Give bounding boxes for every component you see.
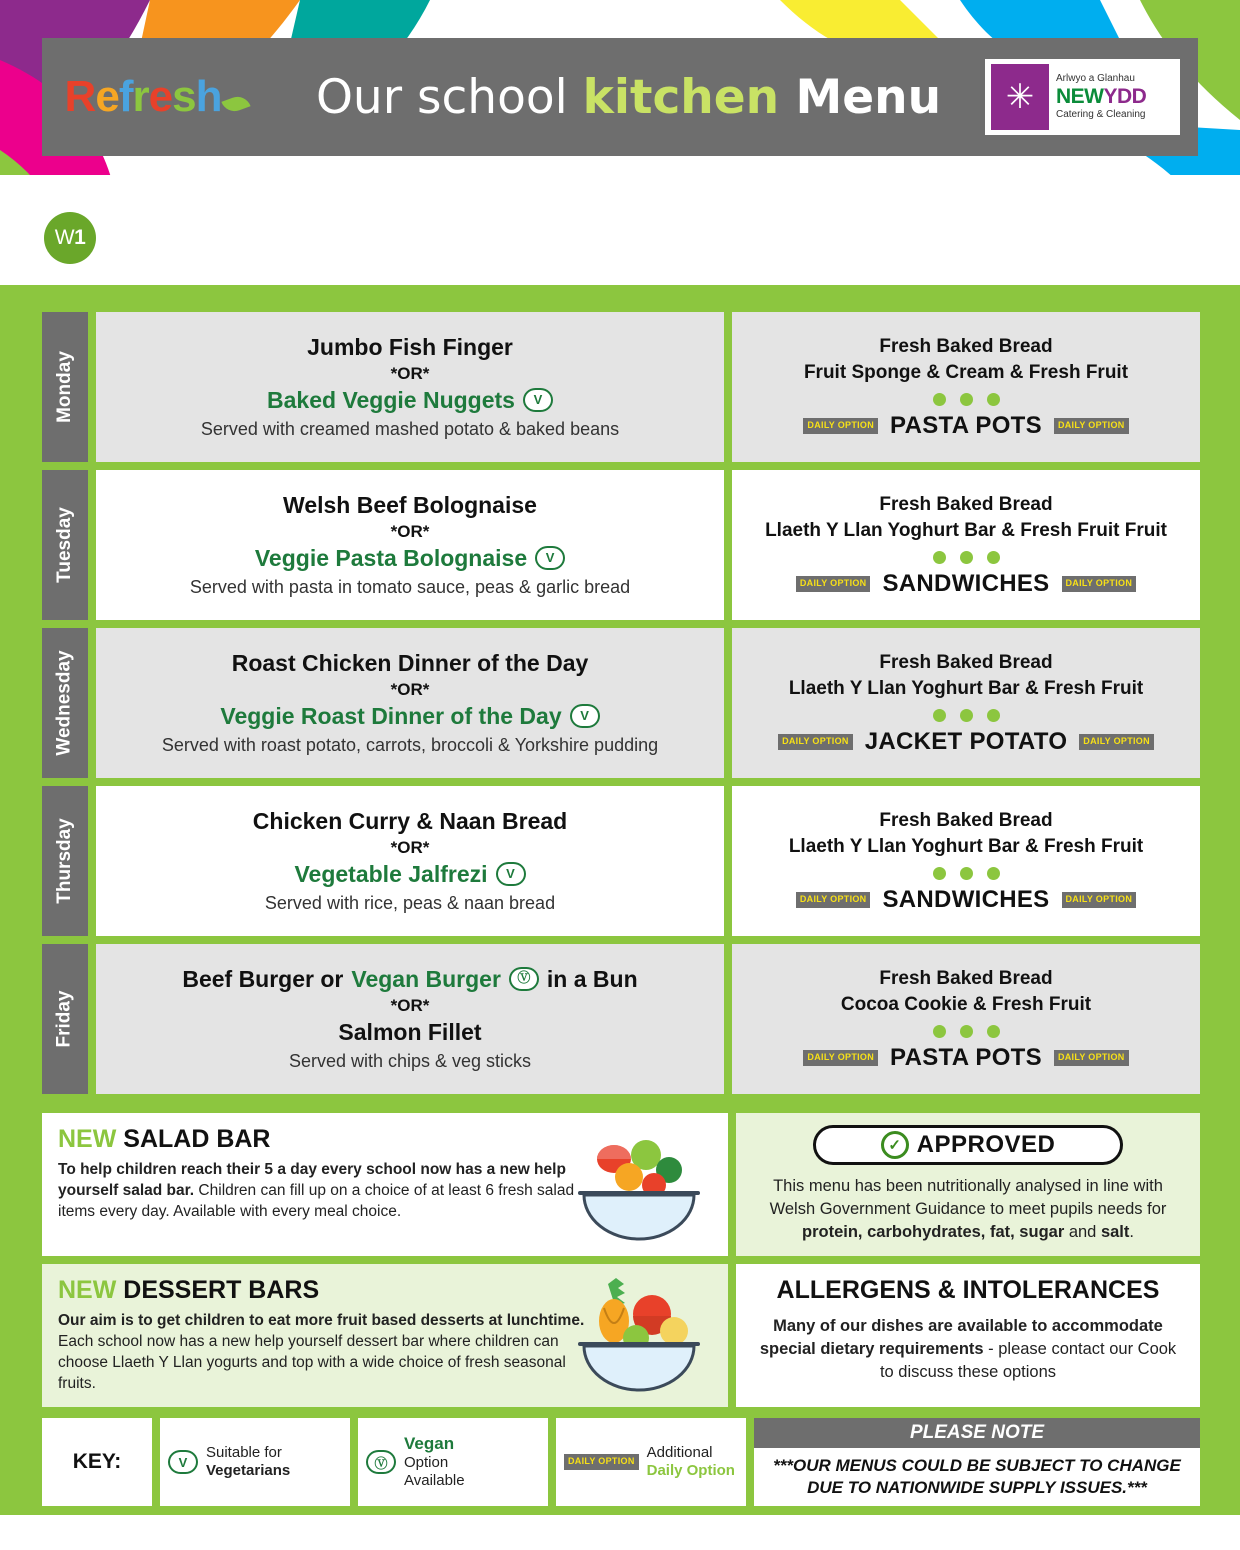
salad-title-label: SALAD BAR xyxy=(116,1125,271,1153)
or-separator: *OR* xyxy=(390,522,430,541)
vegetarian-approved-icon: V xyxy=(496,862,526,886)
day-row-wednesday xyxy=(42,628,1200,778)
alt-dish: Salmon Fillet xyxy=(338,1019,482,1045)
main-dish-suffix: in a Bun xyxy=(546,965,638,992)
daily-option-tag-left: DAILY OPTION xyxy=(796,576,871,591)
alt-dish: Veggie Roast Dinner of the Day xyxy=(220,703,562,729)
allergens-body xyxy=(752,1315,1184,1384)
main-meal-monday xyxy=(96,312,724,462)
or-separator: *OR* xyxy=(390,838,430,857)
key-vegan-line2: Option xyxy=(404,1454,449,1472)
title-menu: Menu xyxy=(779,69,942,125)
dot-separator xyxy=(933,1025,1000,1038)
key-daily-line2: Daily Option xyxy=(646,1462,735,1479)
main-dish: Jumbo Fish Finger xyxy=(307,333,513,360)
approved-label: APPROVED xyxy=(916,1131,1056,1158)
served-with: Served with pasta in tomato sauce, peas & garlic bread xyxy=(189,577,631,598)
or-separator: *OR* xyxy=(390,364,430,383)
please-note-box xyxy=(754,1418,1200,1506)
salad-bar-panel xyxy=(42,1113,728,1256)
vegetarian-approved-icon: V xyxy=(535,546,565,570)
side-line-2: Llaeth Y Llan Yoghurt Bar & Fresh Fruit xyxy=(788,835,1144,857)
approved-text-d: salt xyxy=(1100,1223,1130,1242)
daily-option-row xyxy=(796,570,1136,598)
page-title xyxy=(272,70,985,125)
daily-option-name: PASTA POTS xyxy=(890,412,1042,440)
sheet-white-bottom xyxy=(0,1515,1240,1550)
dessert-bar-panel xyxy=(42,1264,728,1407)
title-part1: Our school xyxy=(315,69,583,125)
allergens-panel xyxy=(736,1264,1200,1407)
day-name: Thursday xyxy=(54,818,75,904)
vegan-approved-icon: Ⓥ xyxy=(509,967,539,991)
or-separator: *OR* xyxy=(390,996,430,1015)
day-row-monday xyxy=(42,312,1200,462)
main-dish: Roast Chicken Dinner of the Day xyxy=(231,649,589,676)
daily-option-row xyxy=(778,728,1154,756)
panel-row-1 xyxy=(42,1113,1200,1256)
key-daily-line1: Additional xyxy=(646,1444,713,1461)
main-dish-row xyxy=(182,966,637,992)
key-vegan-text xyxy=(404,1434,465,1490)
newydd-logo xyxy=(985,59,1180,135)
dot-separator xyxy=(933,393,1000,406)
side-line-1: Fresh Baked Bread xyxy=(879,493,1053,515)
key-vegan-line1: Vegan xyxy=(404,1433,455,1453)
dot-separator xyxy=(933,867,1000,880)
refresh-logo xyxy=(42,72,272,122)
day-label-monday xyxy=(42,312,88,462)
approved-badge xyxy=(813,1125,1123,1165)
side-line-2: Llaeth Y Llan Yoghurt Bar & Fresh Fruit Fruit xyxy=(765,519,1167,541)
daily-option-name: JACKET POTATO xyxy=(864,728,1068,756)
daily-option-row xyxy=(803,412,1128,440)
key-daily-text xyxy=(647,1444,735,1480)
fruit-bowl-icon xyxy=(574,1276,704,1394)
side-options-wednesday xyxy=(732,628,1200,778)
alt-dish-row xyxy=(255,545,565,571)
leaf-icon xyxy=(222,93,251,115)
daily-option-name: SANDWICHES xyxy=(882,570,1050,598)
allergens-title: ALLERGENS & INTOLERANCES xyxy=(776,1276,1160,1305)
served-with: Served with rice, peas & naan bread xyxy=(264,893,556,914)
dot-separator xyxy=(933,551,1000,564)
main-dish: Chicken Curry & Naan Bread xyxy=(252,807,568,834)
daily-option-row xyxy=(803,1044,1128,1072)
newydd-ydd: YDD xyxy=(1103,84,1147,108)
please-note-title: PLEASE NOTE xyxy=(754,1418,1200,1448)
newydd-tagline-welsh: Arlwyo a Glanhau xyxy=(1056,73,1135,85)
key-label: KEY: xyxy=(42,1418,152,1506)
dessert-title-label: DESSERT BARS xyxy=(116,1276,320,1305)
served-with: Served with chips & veg sticks xyxy=(288,1051,532,1072)
daily-option-tag-right: DAILY OPTION xyxy=(1062,892,1137,907)
week-badge xyxy=(44,212,96,264)
alt-dish-row xyxy=(267,387,553,413)
refresh-logo-text: Refresh xyxy=(65,72,250,122)
day-label-tuesday xyxy=(42,470,88,620)
served-with: Served with roast potato, carrots, broccoli & Yorkshire pudding xyxy=(161,735,659,756)
key-item-daily-option xyxy=(556,1418,746,1506)
day-name: Wednesday xyxy=(54,650,75,756)
main-dish: Welsh Beef Bolognaise xyxy=(283,491,537,518)
key-item-vegetarian xyxy=(160,1418,350,1506)
approved-text-c: and xyxy=(1064,1223,1101,1242)
alt-dish-row xyxy=(294,861,525,887)
daily-option-tag-left: DAILY OPTION xyxy=(796,892,871,907)
side-line-2: Llaeth Y Llan Yoghurt Bar & Fresh Fruit xyxy=(788,677,1144,699)
day-name: Monday xyxy=(54,351,75,423)
daily-option-tag-left: DAILY OPTION xyxy=(803,1050,878,1065)
vegetarian-approved-icon: V xyxy=(523,388,553,412)
main-meal-thursday xyxy=(96,786,724,936)
salad-body-bold: To help children reach their 5 a day every school now has a new help yourself salad bar. xyxy=(58,1161,566,1199)
page-header xyxy=(42,38,1198,156)
daily-option-row xyxy=(796,886,1136,914)
alt-dish: Vegetable Jalfrezi xyxy=(294,861,488,887)
side-options-friday xyxy=(732,944,1200,1094)
main-meal-wednesday xyxy=(96,628,724,778)
approved-panel xyxy=(736,1113,1200,1256)
day-label-wednesday xyxy=(42,628,88,778)
allergens-body-rest: - please contact our Cook to discuss these options xyxy=(879,1340,1177,1382)
day-name: Tuesday xyxy=(54,507,75,583)
side-line-1: Fresh Baked Bread xyxy=(879,335,1053,357)
main-meal-friday xyxy=(96,944,724,1094)
panel-row-2 xyxy=(42,1264,1200,1407)
salad-new-label: NEW xyxy=(58,1125,117,1153)
side-line-2: Cocoa Cookie & Fresh Fruit xyxy=(840,993,1092,1015)
alt-dish: Veggie Pasta Bolognaise xyxy=(254,545,528,571)
dot-separator xyxy=(933,709,1000,722)
daily-option-tag-left: DAILY OPTION xyxy=(803,418,878,433)
key-item-vegan xyxy=(358,1418,548,1506)
key-veg-line2: Vegetarians xyxy=(206,1462,291,1479)
newydd-starburst-icon: ✳ xyxy=(991,64,1049,130)
newydd-text xyxy=(1056,73,1146,120)
salad-bar-body xyxy=(58,1160,588,1223)
info-panels xyxy=(42,1113,1200,1415)
side-line-2: Fruit Sponge & Cream & Fresh Fruit xyxy=(803,361,1129,383)
sheet-top xyxy=(0,175,1240,285)
day-row-thursday xyxy=(42,786,1200,936)
approved-text-a: This menu has been nutritionally analysed in line with Welsh Government Guidance to meet pupils needs for xyxy=(769,1177,1167,1219)
daily-option-tag-left: DAILY OPTION xyxy=(778,734,853,749)
daily-option-tag-right: DAILY OPTION xyxy=(1079,734,1154,749)
side-line-1: Fresh Baked Bread xyxy=(879,809,1053,831)
side-line-1: Fresh Baked Bread xyxy=(879,651,1053,673)
main-meal-tuesday xyxy=(96,470,724,620)
daily-option-name: SANDWICHES xyxy=(882,886,1050,914)
side-options-monday xyxy=(732,312,1200,462)
please-note-body: ***OUR MENUS COULD BE SUBJECT TO CHANGE DUE TO NATIONWIDE SUPPLY ISSUES.*** xyxy=(754,1448,1200,1506)
week-number: 1 xyxy=(74,226,86,249)
main-dish-vegan: Vegan Burger xyxy=(351,965,501,992)
daily-option-tag-right: DAILY OPTION xyxy=(1054,418,1129,433)
menu-grid xyxy=(42,312,1200,1102)
approved-text-e: . xyxy=(1129,1223,1134,1242)
daily-option-tag-right: DAILY OPTION xyxy=(1054,1050,1129,1065)
day-row-friday xyxy=(42,944,1200,1094)
side-options-thursday xyxy=(732,786,1200,936)
day-name: Friday xyxy=(54,990,75,1048)
key-row xyxy=(42,1418,1200,1506)
approved-text-b: protein, carbohydrates, fat, sugar xyxy=(802,1223,1065,1242)
key-vegetarian-text xyxy=(206,1444,290,1480)
alt-dish-row xyxy=(220,703,599,729)
vegan-approved-icon: Ⓥ xyxy=(366,1450,396,1474)
vegetarian-approved-icon: V xyxy=(168,1450,198,1474)
alt-dish: Baked Veggie Nuggets xyxy=(267,387,515,413)
dessert-body-bold: Our aim is to get children to eat more fruit based desserts at lunchtime. xyxy=(58,1312,585,1330)
newydd-tagline-english: Catering & Cleaning xyxy=(1056,109,1146,121)
allergens-body-bold: Many of our dishes are available to accommodate special dietary requirements xyxy=(759,1317,1163,1359)
main-dish-prefix: Beef Burger or xyxy=(182,965,344,992)
daily-option-name: PASTA POTS xyxy=(890,1044,1042,1072)
title-kitchen: kitchen xyxy=(582,69,780,125)
served-with: Served with creamed mashed potato & baked beans xyxy=(200,419,620,440)
day-label-thursday xyxy=(42,786,88,936)
day-row-tuesday xyxy=(42,470,1200,620)
salad-bowl-icon xyxy=(574,1125,704,1243)
key-veg-line1: Suitable for xyxy=(206,1444,282,1461)
approved-seal-icon: ✓ xyxy=(881,1131,909,1159)
dessert-body-rest: Each school now has a new help yourself dessert bar where children can choose Llaeth Y Llan yogurts and top with a wide choice of fresh seasonal fruits. xyxy=(58,1333,566,1393)
side-options-tuesday xyxy=(732,470,1200,620)
newydd-new: NEW xyxy=(1056,84,1104,108)
day-label-friday xyxy=(42,944,88,1094)
salad-body-rest: Children can fill up on a choice of at least 6 fresh salad items every day. Available with every meal choice. xyxy=(58,1181,575,1220)
dessert-new-label: NEW xyxy=(58,1276,117,1305)
key-vegan-line3: Available xyxy=(404,1472,465,1490)
or-separator: *OR* xyxy=(390,680,430,699)
week-prefix: W xyxy=(54,226,75,249)
vegetarian-approved-icon: V xyxy=(570,704,600,728)
approved-body xyxy=(752,1175,1184,1244)
daily-option-tag-right: DAILY OPTION xyxy=(1062,576,1137,591)
dessert-bar-body xyxy=(58,1311,588,1395)
daily-option-tag: DAILY OPTION xyxy=(564,1454,639,1469)
side-line-1: Fresh Baked Bread xyxy=(879,967,1053,989)
